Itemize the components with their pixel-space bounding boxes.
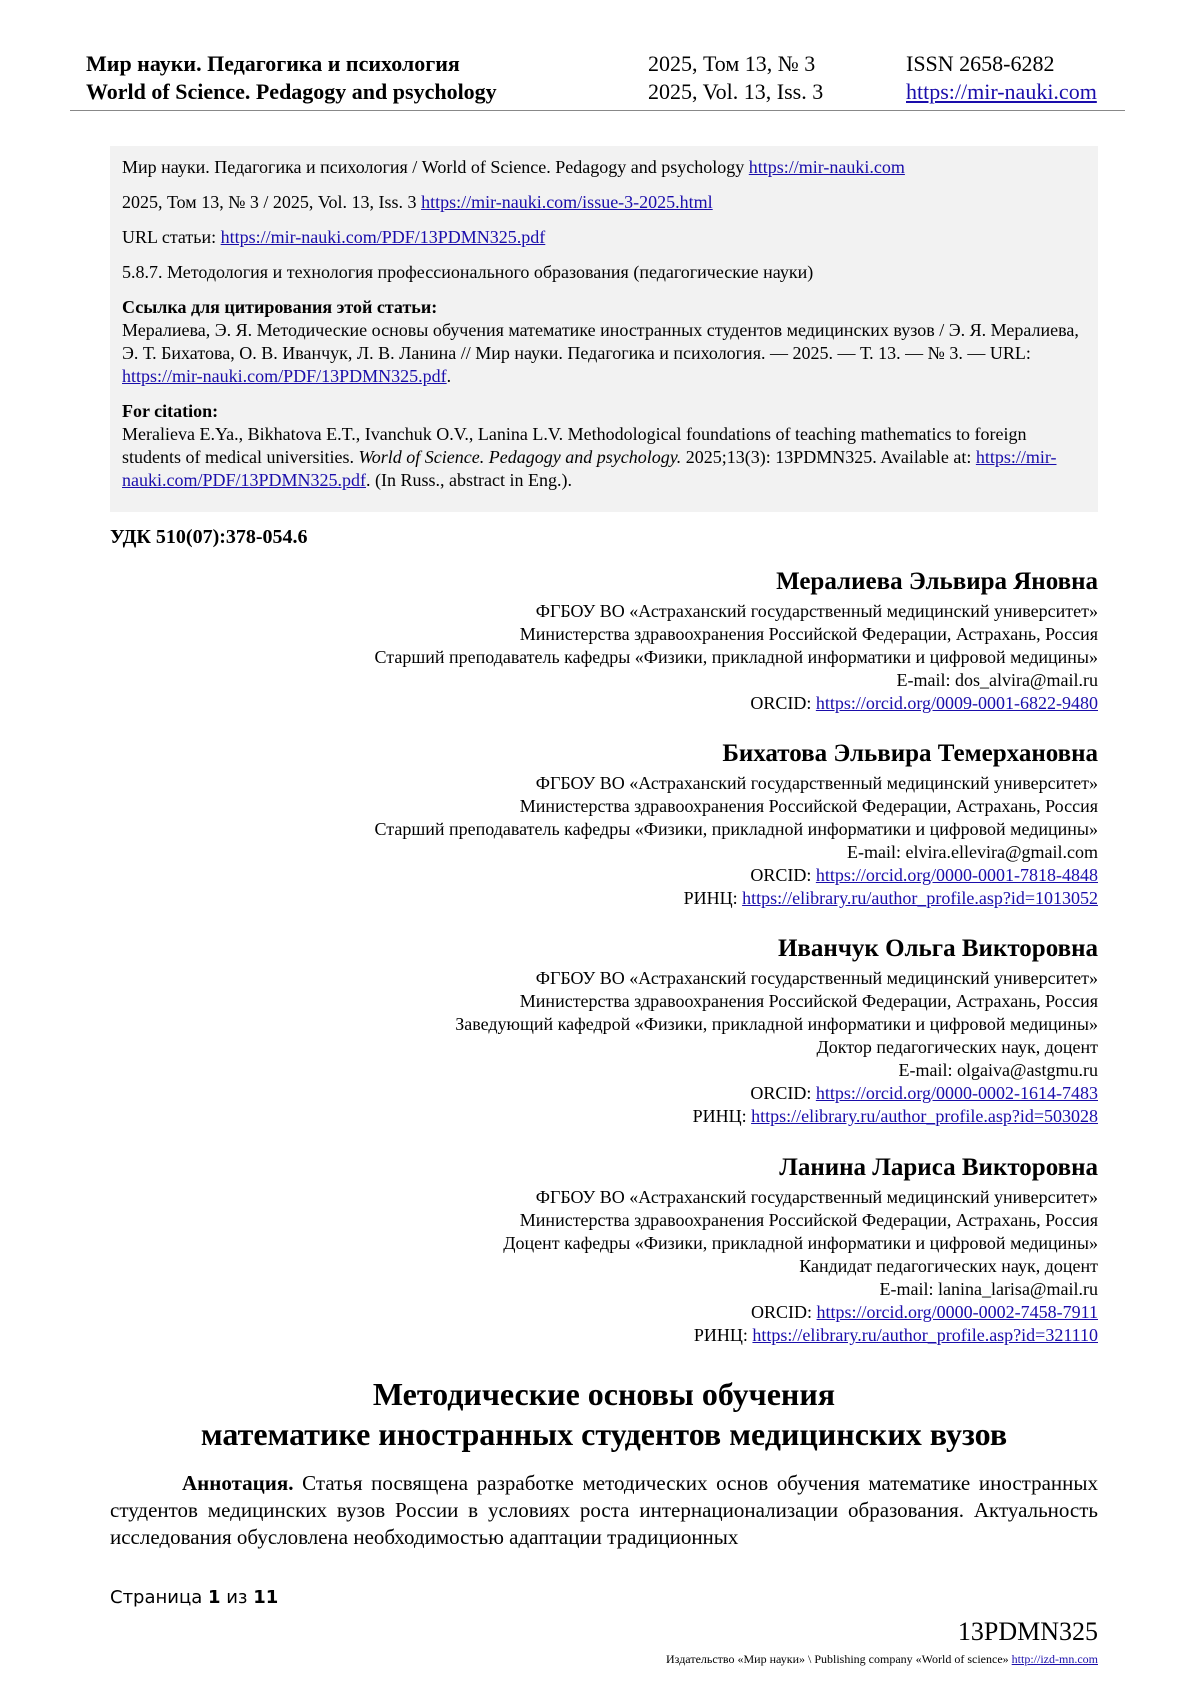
author-email: E-mail: lanina_larisa@mail.ru	[879, 1279, 1098, 1299]
author-position: Старший преподаватель кафедры «Физики, прикладной информатики и цифровой медицины»	[374, 647, 1098, 667]
author-name: Бихатова Эльвира Темерхановна	[722, 740, 1098, 767]
rinc-link[interactable]: https://elibrary.ru/author_profile.asp?id=1013052	[742, 888, 1098, 908]
author-name: Иванчук Ольга Викторовна	[777, 935, 1098, 962]
author-orcid: ORCID: https://orcid.org/0009-0001-6822-9480	[750, 693, 1098, 713]
issue-en: 2025, Vol. 13, Iss. 3	[648, 79, 824, 104]
article-title-line1: Методические основы обучения	[372, 1376, 836, 1412]
orcid-link[interactable]: https://orcid.org/0000-0002-7458-7911	[816, 1302, 1098, 1322]
author-position: Заведующий кафедрой «Физики, прикладной информатики и цифровой медицины»	[455, 1014, 1098, 1034]
running-header	[86, 50, 1124, 112]
author-degree: Доктор педагогических наук, доцент	[816, 1037, 1098, 1057]
author-block	[503, 1152, 1098, 1347]
author-rinc: РИНЦ: https://elibrary.ru/author_profile.asp?id=321110	[693, 1325, 1098, 1345]
author-name: Ланина Лариса Викторовна	[779, 1154, 1098, 1181]
abstract-label: Аннотация.	[182, 1471, 294, 1495]
issue-ru: 2025, Том 13, № 3	[648, 51, 816, 76]
author-email: E-mail: olgaiva@astgmu.ru	[898, 1060, 1098, 1080]
article-code: 13PDMN325	[957, 1617, 1098, 1646]
ru-citation-heading: Ссылка для цитирования этой статьи:	[122, 297, 438, 317]
ru-citation: Мералиева, Э. Я. Методические основы обучения математике иностранных студентов медицинских вузов / Э. Я. Мералиева, Э. Т. Бихатова, О. В. Иванчук, Л. В. Ланина // Мир науки. Педагогика и психология. — 2025. — Т. 13. — № 3. — URL: https://mir-nauki.com/PDF/13PDMN325.pdf.	[122, 320, 1079, 386]
journal-title-en: World of Science. Pedagogy and psychology	[86, 79, 497, 104]
orcid-link[interactable]: https://orcid.org/0000-0001-7818-4848	[815, 865, 1098, 885]
author-affiliation: ФГБОУ ВО «Астраханский государственный медицинский университет»	[535, 773, 1098, 793]
author-name: Мералиева Эльвира Яновна	[776, 568, 1098, 595]
author-orcid: ORCID: https://orcid.org/0000-0002-1614-7483	[750, 1083, 1098, 1103]
author-email: E-mail: elvira.ellevira@gmail.com	[847, 842, 1098, 862]
udk-code: УДК 510(07):378-054.6	[110, 526, 308, 548]
author-affiliation: ФГБОУ ВО «Астраханский государственный медицинский университет»	[535, 601, 1098, 621]
cite-issue-line: 2025, Том 13, № 3 / 2025, Vol. 13, Iss. 3 https://mir-nauki.com/issue-3-2025.html	[122, 192, 713, 212]
specialty-code: 5.8.7. Методология и технология профессионального образования (педагогические науки)	[122, 262, 814, 282]
author-block	[374, 738, 1098, 910]
header-divider	[70, 110, 1125, 111]
issue-link[interactable]: https://mir-nauki.com/issue-3-2025.html	[421, 192, 713, 212]
journal-link[interactable]: https://mir-nauki.com	[748, 157, 905, 177]
author-degree: Кандидат педагогических наук, доцент	[799, 1256, 1098, 1276]
author-rinc: РИНЦ: https://elibrary.ru/author_profile.asp?id=503028	[692, 1106, 1098, 1126]
author-affiliation: ФГБОУ ВО «Астраханский государственный медицинский университет»	[535, 968, 1098, 988]
orcid-link[interactable]: https://orcid.org/0000-0002-1614-7483	[815, 1083, 1098, 1103]
author-rinc: РИНЦ: https://elibrary.ru/author_profile.asp?id=1013052	[683, 888, 1098, 908]
cite-journal-line: Мир науки. Педагогика и психология / World of Science. Pedagogy and psychology https://mir-nauki.com	[122, 157, 905, 177]
author-position: Старший преподаватель кафедры «Физики, прикладной информатики и цифровой медицины»	[374, 819, 1098, 839]
rinc-link[interactable]: https://elibrary.ru/author_profile.asp?id=321110	[752, 1325, 1098, 1345]
abstract-text: Статья посвящена разработке методических основ обучения математике иностранных студентов медицинских вузов России в условиях роста интернационализации образования. Актуальность исследования обусловлена необходимостью адаптации традиционных	[110, 1471, 1098, 1549]
publisher-line: Издательство «Мир науки» \ Publishing company «World of science» http://izd-mn.com	[666, 1652, 1098, 1666]
en-citation-heading: For citation:	[122, 401, 219, 421]
abstract	[110, 1470, 1098, 1551]
author-email: E-mail: dos_alvira@mail.ru	[896, 670, 1098, 690]
citation-box	[110, 146, 1098, 512]
author-affiliation: ФГБОУ ВО «Астраханский государственный медицинский университет»	[535, 1187, 1098, 1207]
ru-citation-link[interactable]: https://mir-nauki.com/PDF/13PDMN325.pdf	[122, 366, 447, 386]
journal-title	[86, 50, 497, 106]
orcid-link[interactable]: https://orcid.org/0009-0001-6822-9480	[815, 693, 1098, 713]
author-ministry: Министерства здравоохранения Российской Федерации, Астрахань, Россия	[519, 624, 1098, 644]
author-block	[455, 933, 1098, 1128]
author-ministry: Министерства здравоохранения Российской Федерации, Астрахань, Россия	[519, 796, 1098, 816]
author-block	[374, 566, 1098, 715]
journal-site-link[interactable]: https://mir-nauki.com	[906, 79, 1097, 104]
article-title	[110, 1374, 1098, 1454]
cite-url-line: URL статьи: https://mir-nauki.com/PDF/13PDMN325.pdf	[122, 227, 546, 247]
page-number: Страница 1 из 11	[110, 1587, 279, 1608]
issn: ISSN 2658-6282	[906, 51, 1055, 76]
article-pdf-link[interactable]: https://mir-nauki.com/PDF/13PDMN325.pdf	[220, 227, 546, 247]
rinc-link[interactable]: https://elibrary.ru/author_profile.asp?id=503028	[751, 1106, 1098, 1126]
author-ministry: Министерства здравоохранения Российской Федерации, Астрахань, Россия	[519, 991, 1098, 1011]
en-citation: Meralieva E.Ya., Bikhatova E.T., Ivanchuk O.V., Lanina L.V. Methodological foundations of teaching mathematics to foreign students of medical universities. World of Science. Pedagogy and psychology. 2025;13(3): 13PDMN325. Available at: https://mir-nauki.com/PDF/13PDMN325.pdf. (In Russ., abstract in Eng.).	[122, 424, 1057, 490]
issn-block	[906, 50, 1097, 106]
issue-info	[648, 50, 823, 106]
author-orcid: ORCID: https://orcid.org/0000-0001-7818-4848	[750, 865, 1098, 885]
author-orcid: ORCID: https://orcid.org/0000-0002-7458-7911	[751, 1302, 1098, 1322]
en-citation-link[interactable]: https://mir-nauki.com/PDF/13PDMN325.pdf	[122, 447, 1057, 490]
author-position: Доцент кафедры «Физики, прикладной информатики и цифровой медицины»	[503, 1233, 1098, 1253]
journal-title-ru: Мир науки. Педагогика и психология	[86, 51, 460, 76]
author-ministry: Министерства здравоохранения Российской Федерации, Астрахань, Россия	[519, 1210, 1098, 1230]
article-title-line2: математике иностранных студентов медицинских вузов	[200, 1416, 1008, 1452]
publisher-link[interactable]: http://izd-mn.com	[1011, 1652, 1098, 1666]
